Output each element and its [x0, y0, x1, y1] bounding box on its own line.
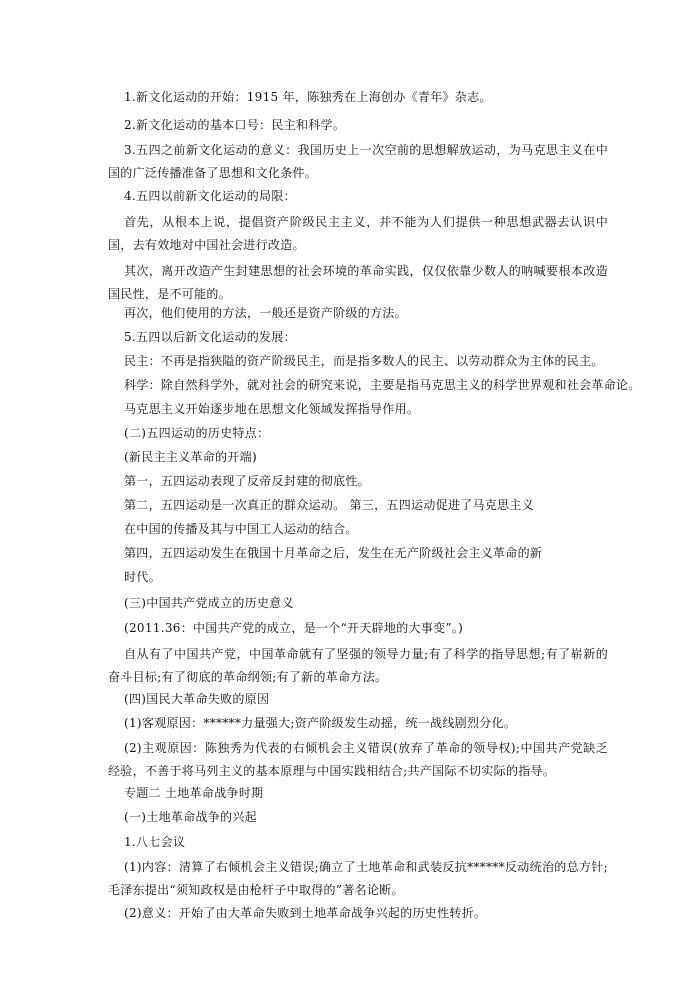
point-3: 3.五四之前新文化运动的意义：我国历史上一次空前的思想解放运动，为马克思主义在中国的广泛传播准备了思想和文化条件。 — [108, 143, 608, 180]
section-3-note: (2011.36：中国共产党的成立，是一个“开天辟地的大事变”。) — [124, 621, 464, 635]
section-3-heading: (三)中国共产党成立的历史意义 — [124, 596, 294, 610]
feature-fourth: 第四，五四运动发生在俄国十月革命之后，发生在无产阶级社会主义革命的新 — [124, 546, 543, 560]
point-4-heading: 4.五四以前新文化运动的局限： — [124, 189, 296, 203]
topic-2-section-1: (一)土地革命战争的兴起 — [124, 810, 257, 824]
feature-fourth-cont: 时代。 — [124, 570, 161, 584]
science-line: 科学：除自然科学外，就对社会的研究来说，主要是指马克思主义的科学世界观和社会革命论。 — [124, 378, 641, 392]
point-5-heading: 5.五四以后新文化运动的发展： — [124, 330, 296, 344]
feature-third-cont: 在中国的传播及其与中国工人运动的结合。 — [124, 522, 358, 536]
feature-second-third: 第二，五四运动是一次真正的群众运动。 第三，五四运动促进了马克思主义 — [124, 498, 535, 512]
section-4-heading: (四)国民大革命失败的原因 — [124, 692, 270, 706]
meeting-significance: (2)意义：开始了由大革命失败到土地革命战争兴起的历史性转折。 — [124, 906, 487, 920]
party-significance: 自从有了中国共产党，中国革命就有了坚强的领导力量;有了科学的指导思想;有了崭新的奋斗目标;有了彻底的革命纲领;有了新的革命方法。 — [108, 647, 608, 684]
point-2: 2.新文化运动的基本口号：民主和科学。 — [124, 118, 346, 132]
topic-2-heading: 专题二 土地革命战争时期 — [124, 786, 264, 800]
section-2-heading: (二)五四运动的历史特点： — [124, 426, 270, 440]
marxism-line: 马克思主义开始逐步地在思想文化领域发挥指导作用。 — [124, 402, 420, 416]
meeting-content: (1)内容：清算了右倾机会主义错误;确立了土地革命和武装反抗******反动统治的总方针;毛泽东提出“须知政权是由枪杆子中取得的”著名论断。 — [108, 860, 608, 897]
limitation-second: 其次，离开改造产生封建思想的社会环境的革命实践，仅仅依靠少数人的呐喊要根本改造国民性，是不可能的。 — [108, 264, 608, 301]
august-7-meeting: 1.八七会议 — [124, 835, 186, 849]
limitation-first: 首先，从根本上说，提倡资产阶级民主主义，并不能为人们提供一种思想武器去认识中国，去有效地对中国社会进行改造。 — [108, 215, 608, 252]
democracy-line: 民主：不再是指狭隘的资产阶级民主，而是指多数人的民主、以劳动群众为主体的民主。 — [124, 354, 604, 368]
subjective-reason: (2)主观原因：陈独秀为代表的右倾机会主义错误(放弃了革命的领导权);中国共产党缺乏经验，不善于将马列主义的基本原理与中国实践相结合;共产国际不切实际的指导。 — [108, 741, 608, 778]
objective-reason: (1)客观原因：******力量强大;资产阶级发生动摇，统一战线剧烈分化。 — [124, 716, 517, 730]
feature-first: 第一，五四运动表现了反帝反封建的彻底性。 — [124, 474, 371, 488]
point-1: 1.新文化运动的开始：1915 年，陈独秀在上海创办《青年》杂志。 — [124, 90, 492, 104]
section-2-subtitle: (新民主主义革命的开端) — [124, 450, 257, 464]
limitation-third: 再次，他们使用的方法，一般还是资产阶级的方法。 — [124, 306, 407, 320]
